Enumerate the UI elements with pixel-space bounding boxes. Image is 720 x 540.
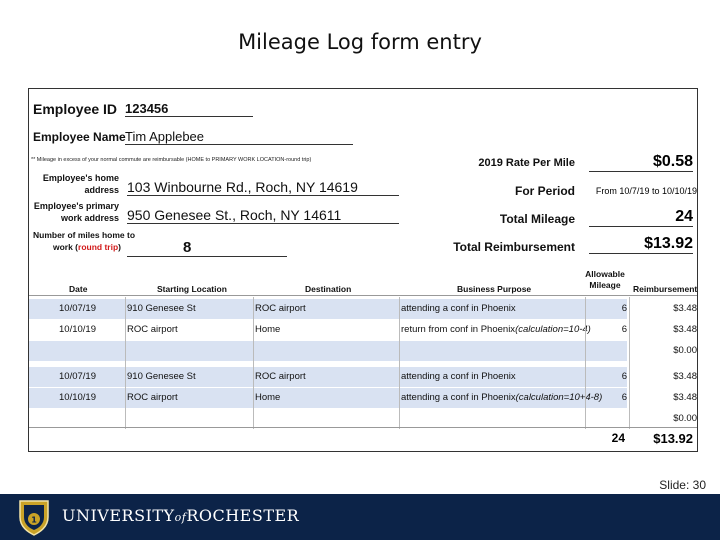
cell-reimb[interactable]: [633, 371, 697, 382]
cell-reimb-text: $3.48: [673, 324, 697, 335]
wordmark-university: UNIVERSITY: [62, 506, 175, 525]
cell-reimb[interactable]: [633, 392, 697, 403]
cell-reimb-text: $0.00: [673, 413, 697, 424]
cell-purpose[interactable]: [401, 392, 602, 403]
table-row[interactable]: [29, 409, 697, 429]
total-reimbursement-sum: $13.92: [653, 431, 693, 446]
col-header-date: Date: [69, 284, 88, 294]
cell-reimb[interactable]: [633, 413, 697, 424]
home-address-field[interactable]: 103 Winbourne Rd., Roch, NY 14619: [127, 179, 399, 196]
mileage-log-form: [28, 88, 698, 452]
cell-reimb-text: $0.00: [673, 345, 697, 356]
employee-id-field[interactable]: 123456: [125, 101, 253, 117]
cell-miles-text: 6: [621, 303, 627, 314]
cell-date[interactable]: [59, 371, 96, 382]
work-address-field[interactable]: 950 Genesee St., Roch, NY 14611: [127, 207, 399, 224]
cell-purpose-text: attending a conf in Phoenix: [401, 303, 516, 314]
cell-miles[interactable]: [589, 324, 627, 335]
rate-value: $0.58: [589, 153, 693, 172]
total-reimbursement-value: $13.92: [589, 235, 693, 254]
cell-date[interactable]: [59, 303, 96, 314]
miles-home-label-line1: Number of miles home to: [33, 230, 136, 240]
cell-dest[interactable]: [255, 324, 280, 335]
column-divider: [399, 297, 400, 429]
employee-name-label: Employee Name: [33, 130, 126, 144]
svg-text:1: 1: [31, 515, 37, 525]
home-address-label-line1: Employee's home: [42, 173, 119, 183]
cell-purpose-text: attending a conf in Phoenix: [401, 371, 516, 382]
cell-purpose[interactable]: [401, 303, 516, 314]
table-row[interactable]: [29, 367, 697, 387]
cell-miles[interactable]: [589, 371, 627, 382]
rate-label: 2019 Rate Per Mile: [478, 157, 575, 169]
home-address-label: [33, 172, 119, 196]
miles-home-field[interactable]: 8: [127, 239, 287, 257]
cell-reimb-text: $3.48: [673, 371, 697, 382]
cell-purpose[interactable]: [401, 371, 516, 382]
header-divider: [29, 295, 697, 296]
cell-dest[interactable]: [255, 392, 280, 403]
total-miles: 24: [611, 431, 625, 445]
col-header-allowable: [585, 269, 625, 291]
cell-reimb[interactable]: [633, 324, 697, 335]
col-header-dest: Destination: [305, 284, 352, 294]
cell-start[interactable]: [127, 303, 196, 314]
employee-id-label: Employee ID: [33, 101, 118, 117]
cell-reimb-text: $3.48: [673, 392, 697, 403]
round-trip-label: round trip: [78, 242, 119, 252]
col-header-allowable-line1: Allowable: [585, 269, 625, 279]
cell-start-text: 910 Genesee St: [127, 371, 196, 382]
cell-date[interactable]: [59, 324, 96, 335]
university-seal-icon: [14, 497, 54, 537]
commute-note: ** Mileage in excess of your normal commute are reimbursable (HOME to PRIMARY WORK LOCATION-round trip): [31, 157, 312, 163]
cell-calc-text: (calculation=10+4-8): [515, 392, 603, 403]
cell-purpose[interactable]: [401, 324, 591, 335]
cell-date-text: 10/10/19: [59, 392, 96, 403]
column-divider: [253, 297, 254, 429]
cell-purpose-text: attending a conf in Phoenix: [401, 392, 516, 403]
col-header-allowable-line2: Mileage: [589, 280, 621, 290]
cell-miles[interactable]: [589, 392, 627, 403]
table-row[interactable]: [29, 341, 697, 361]
cell-reimb-text: $3.48: [673, 303, 697, 314]
totals-divider: [29, 427, 697, 428]
work-address-label: [33, 200, 119, 224]
col-header-purpose: Business Purpose: [457, 284, 532, 294]
col-header-reimbursement: Reimbursement: [633, 284, 698, 294]
cell-start-text: ROC airport: [127, 324, 178, 335]
table-row[interactable]: [29, 299, 697, 319]
wordmark-rochester: ROCHESTER: [186, 506, 300, 525]
total-reimbursement-label: Total Reimbursement: [453, 240, 575, 254]
cell-reimb[interactable]: [633, 303, 697, 314]
miles-home-label: [33, 229, 136, 253]
cell-dest[interactable]: [255, 303, 306, 314]
total-mileage-value: 24: [589, 208, 693, 227]
slide-title: Mileage Log form entry: [238, 30, 482, 54]
cell-start[interactable]: [127, 324, 178, 335]
cell-date-text: 10/10/19: [59, 324, 96, 335]
period-label: For Period: [514, 184, 575, 198]
cell-start[interactable]: [127, 392, 178, 403]
footer-bar: [0, 494, 720, 540]
col-header-start: Starting Location: [157, 284, 227, 294]
cell-date-text: 10/07/19: [59, 303, 96, 314]
cell-date-text: 10/07/19: [59, 371, 96, 382]
total-mileage-label: Total Mileage: [499, 212, 575, 226]
table-row[interactable]: [29, 388, 697, 408]
cell-dest-text: Home: [255, 324, 281, 335]
cell-miles[interactable]: [589, 303, 627, 314]
cell-purpose-text: return from conf in Phoenix: [401, 324, 516, 335]
table-row[interactable]: [29, 320, 697, 340]
cell-reimb[interactable]: [633, 345, 697, 356]
cell-miles-text: 6: [621, 324, 627, 335]
cell-dest-text: Home: [255, 392, 281, 403]
column-divider: [629, 297, 630, 429]
work-address-label-line1: Employee's primary: [33, 201, 119, 211]
column-divider: [585, 297, 586, 429]
university-wordmark: [62, 506, 299, 525]
work-address-label-line2: work address: [60, 213, 119, 223]
period-value[interactable]: From 10/7/19 to 10/10/19: [595, 186, 697, 196]
miles-home-label-line2a: work (: [52, 242, 79, 252]
cell-start[interactable]: [127, 371, 196, 382]
cell-miles-text: 6: [621, 371, 627, 382]
home-address-label-line2: address: [84, 185, 119, 195]
column-divider: [125, 297, 126, 429]
cell-date[interactable]: [59, 392, 96, 403]
cell-calc-text: (calculation=10-4): [515, 324, 591, 335]
cell-start-text: ROC airport: [127, 392, 178, 403]
cell-miles-text: 6: [621, 392, 627, 403]
slide-number: Slide: 30: [659, 478, 706, 492]
cell-dest[interactable]: [255, 371, 306, 382]
miles-home-label-line2c: ): [118, 242, 121, 252]
employee-name-field[interactable]: Tim Applebee: [125, 129, 353, 145]
wordmark-of: of: [174, 511, 187, 524]
cell-dest-text: ROC airport: [255, 303, 306, 314]
cell-dest-text: ROC airport: [255, 371, 306, 382]
cell-start-text: 910 Genesee St: [127, 303, 196, 314]
